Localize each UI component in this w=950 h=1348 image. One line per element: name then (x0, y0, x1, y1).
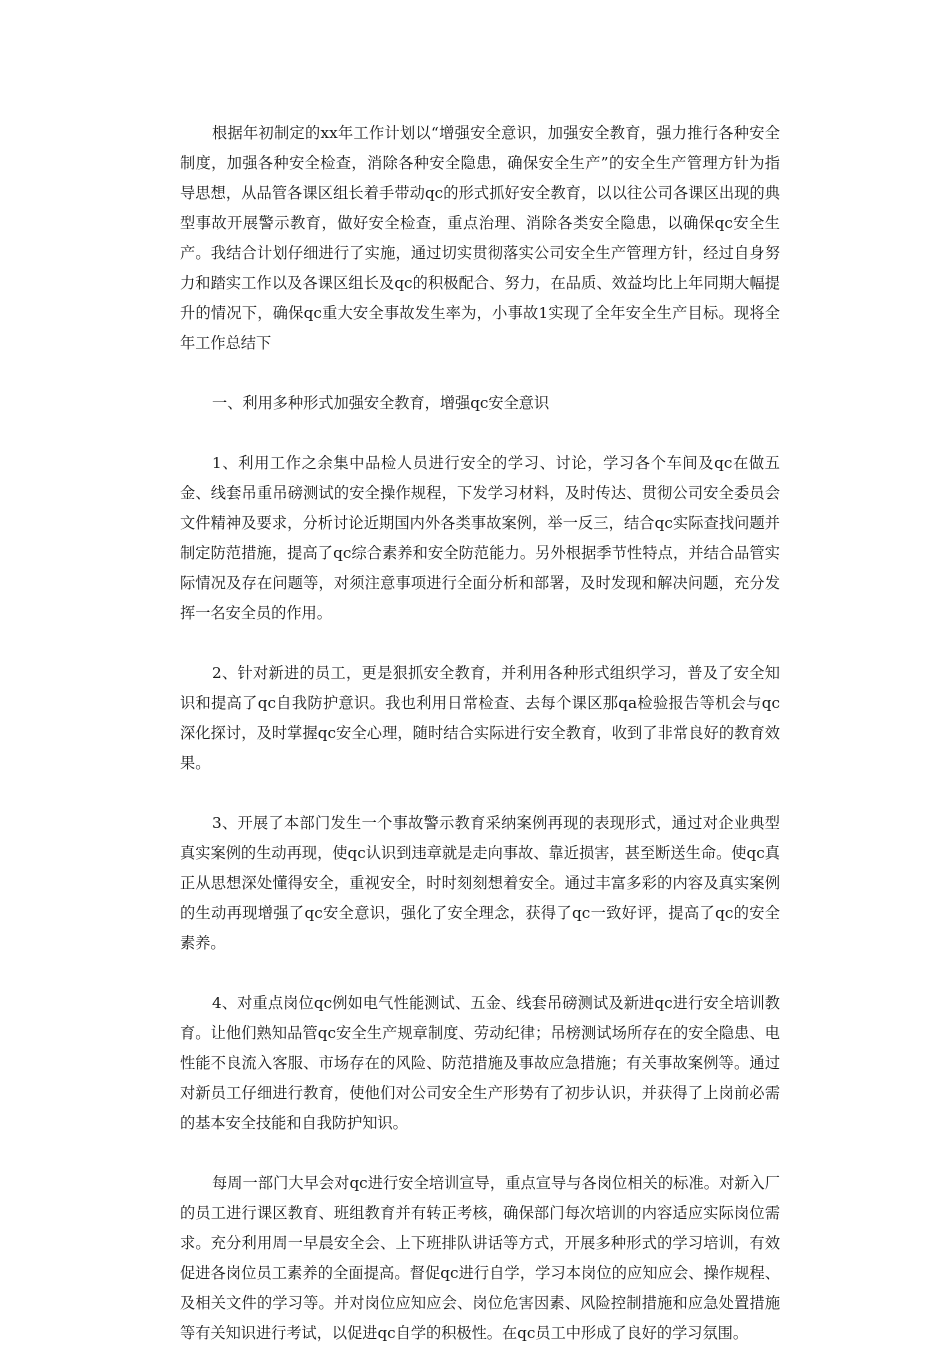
document-body (180, 118, 780, 1348)
intro-paragraph: 根据年初制定的xx年工作计划以“增强安全意识，加强安全教育，强力推行各种安全制度，加强各种安全检查，消除各种安全隐患，确保安全生产”的安全生产管理方针为指导思想，从品管各课区组长着手带动qc的形式抓好安全教育，以以往公司各课区出现的典型事故开展警示教育，做好安全检查，重点治理、消除各类安全隐患，以确保qc安全生产。我结合计划仔细进行了实施，通过切实贯彻落实公司安全生产管理方针，经过自身努力和踏实工作以及各课区组长及qc的积极配合、努力，在品质、效益均比上年同期大幅提升的情况下，确保qc重大安全事故发生率为，小事故1实现了全年安全生产目标。现将全年工作总结下 (180, 124, 780, 352)
section-heading-1: 一、利用多种形式加强安全教育，增强qc安全意识 (212, 394, 550, 412)
item-paragraph-1: 1、利用工作之余集中品检人员进行安全的学习、讨论，学习各个车间及qc在做五金、线套吊重吊磅测试的安全操作规程，下发学习材料，及时传达、贯彻公司安全委员会文件精神及要求，分析讨论近期国内外各类事故案例，举一反三，结合qc实际查找问题并制定防范措施，提高了qc综合素养和安全防范能力。另外根据季节性特点，并结合品管实际情况及存在问题等，对须注意事项进行全面分析和部署，及时发现和解决问题，充分发挥一名安全员的作用。 (180, 454, 780, 622)
item-paragraph-2: 2、针对新进的员工，更是狠抓安全教育，并利用各种形式组织学习，普及了安全知识和提高了qc自我防护意识。我也利用日常检查、去每个课区那qa检验报告等机会与qc深化探讨，及时掌握qc安全心理，随时结合实际进行安全教育，收到了非常良好的教育效果。 (180, 664, 780, 772)
item-paragraph-4: 4、对重点岗位qc例如电气性能测试、五金、线套吊磅测试及新进qc进行安全培训教育。让他们熟知品管qc安全生产规章制度、劳动纪律；吊榜测试场所存在的安全隐患、电性能不良流入客服、市场存在的风险、防范措施及事故应急措施；有关事故案例等。通过对新员工仔细进行教育，使他们对公司安全生产形势有了初步认识，并获得了上岗前必需的基本安全技能和自我防护知识。 (180, 994, 780, 1132)
weekly-training-paragraph: 每周一部门大早会对qc进行安全培训宣导，重点宣导与各岗位相关的标准。对新入厂的员工进行课区教育、班组教育并有转正考核，确保部门每次培训的内容适应实际岗位需求。充分利用周一早晨安全会、上下班排队讲话等方式，开展多种形式的学习培训，有效促进各岗位员工素养的全面提高。督促qc进行自学，学习本岗位的应知应会、操作规程、及相关文件的学习等。并对岗位应知应会、岗位危害因素、风险控制措施和应急处置措施等有关知识进行考试，以促进qc自学的积极性。在qc员工中形成了良好的学习氛围。 (180, 1174, 780, 1342)
item-paragraph-3: 3、开展了本部门发生一个事故警示教育采纳案例再现的表现形式，通过对企业典型真实案例的生动再现，使qc认识到违章就是走向事故、靠近损害，甚至断送生命。使qc真正从思想深处懂得安全，重视安全，时时刻刻想着安全。通过丰富多彩的内容及真实案例的生动再现增强了qc安全意识，强化了安全理念，获得了qc一致好评，提高了qc的安全素养。 (180, 814, 780, 952)
